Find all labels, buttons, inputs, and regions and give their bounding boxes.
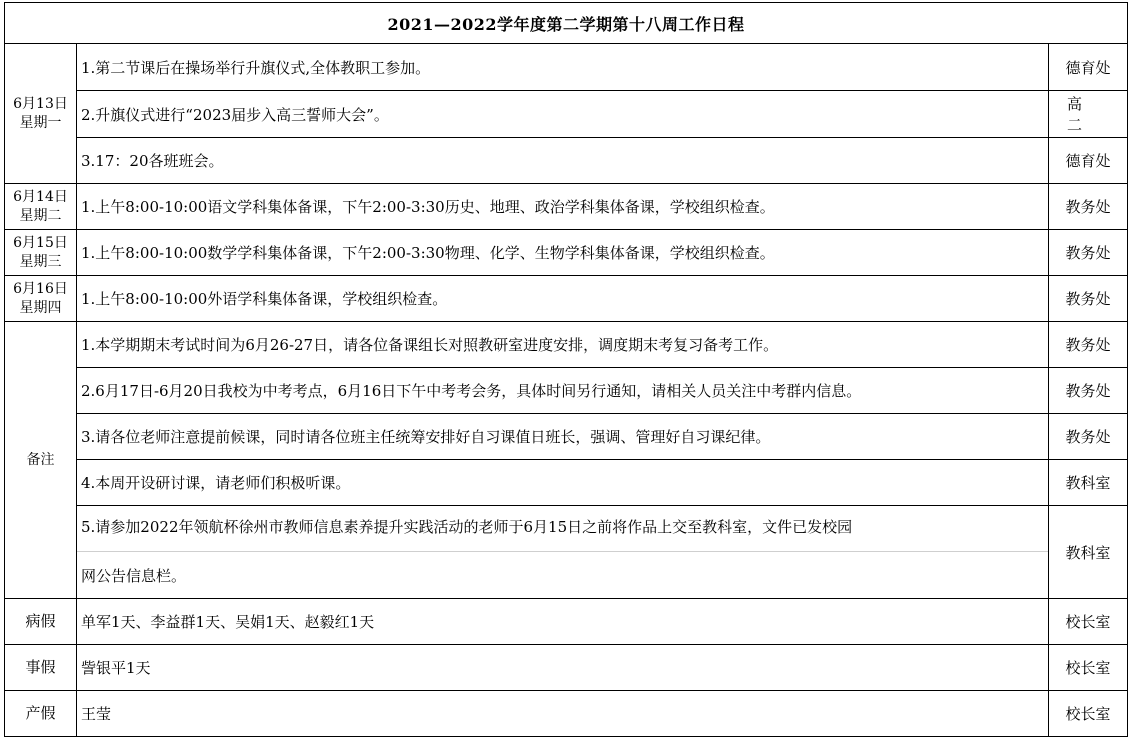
dept-cell: [1049, 599, 1128, 645]
day-cell-mon: [4, 44, 77, 184]
dept-cell: [1049, 506, 1128, 599]
leave-label-cell: [4, 645, 77, 691]
schedule-item: 1.第二节课后在操场举行升旗仪式,全体教职工参加。: [77, 44, 1049, 91]
day-weekday: 星期二: [19, 207, 62, 224]
dept-cell: [1049, 91, 1128, 138]
dept-cell: [1049, 44, 1128, 91]
leave-item: 单军1天、李益群1天、吴娟1天、赵毅红1天: [77, 599, 1049, 645]
note-item: 2.6月17日-6月20日我校为中考考点，6月16日下午中考考会务，具体时间另行通知，请相关人员关注中考群内信息。: [77, 368, 1049, 414]
leave-item: 王莹: [77, 691, 1049, 737]
note-item-multiline: [77, 506, 1049, 599]
dept-label: 教科室: [1065, 474, 1111, 492]
schedule-item: 1.上午8:00-10:00外语学科集体备课，学校组织检查。: [77, 276, 1049, 322]
dept-label: 教务处: [1065, 336, 1111, 354]
leave-label: 病假: [25, 612, 56, 630]
dept-label: 教务处: [1065, 290, 1111, 308]
day-weekday: 星期四: [19, 299, 62, 316]
day-date: 6月15日: [13, 234, 68, 251]
day-cell-thu: [4, 276, 77, 322]
notes-label-cell: [4, 322, 77, 599]
dept-label: 教务处: [1065, 428, 1111, 446]
schedule-item: 1.上午8:00-10:00数学学科集体备课，下午2:00-3:30物理、化学、生物学科集体备课，学校组织检查。: [77, 230, 1049, 276]
dept-cell: [1049, 414, 1128, 460]
dept-label: 教务处: [1065, 382, 1111, 400]
schedule-item: 1.上午8:00-10:00语文学科集体备课，下午2:00-3:30历史、地理、政治学科集体备课，学校组织检查。: [77, 184, 1049, 230]
dept-label: 教务处: [1065, 244, 1111, 262]
day-date: 6月13日: [13, 95, 68, 112]
note-item: 4.本周开设研讨课，请老师们积极听课。: [77, 460, 1049, 506]
dept-label: 校长室: [1065, 705, 1111, 723]
schedule-item: 2.升旗仪式进行“2023届步入高三誓师大会”。: [77, 91, 1049, 138]
dept-label: 校长室: [1065, 613, 1111, 631]
dept-cell: [1049, 276, 1128, 322]
dept-label: 教务处: [1065, 198, 1111, 216]
leave-item: 訾银平1天: [77, 645, 1049, 691]
dept-label: 校长室: [1065, 659, 1111, 677]
day-date: 6月16日: [13, 280, 68, 297]
inner-divider: [77, 551, 1048, 552]
notes-label: 备注: [26, 451, 55, 468]
dept-cell: [1049, 460, 1128, 506]
dept-cell: [1049, 138, 1128, 184]
dept-cell: [1049, 645, 1128, 691]
day-cell-tue: [4, 184, 77, 230]
dept-cell: [1049, 230, 1128, 276]
dept-label: 德育处: [1065, 58, 1111, 77]
note-item: 3.请各位老师注意提前候课，同时请各位班主任统筹安排好自习课值日班长，强调、管理好自习课纪律。: [77, 414, 1049, 460]
dept-label: 教科室: [1065, 543, 1111, 562]
leave-label-cell: [4, 691, 77, 737]
dept-cell: [1049, 691, 1128, 737]
leave-label-cell: [4, 599, 77, 645]
schedule-item: 3.17：20各班班会。: [77, 138, 1049, 184]
leave-label: 事假: [25, 658, 56, 676]
day-cell-wed: [4, 230, 77, 276]
dept-cell: [1049, 368, 1128, 414]
note-line: 5.请参加2022年领航杯徐州市教师信息素养提升实践活动的老师于6月15日之前将作品上交至教科室，文件已发校园: [81, 518, 853, 536]
dept-cell: [1049, 322, 1128, 368]
day-weekday: 星期三: [19, 253, 62, 270]
dept-label: 德育处: [1065, 152, 1111, 170]
dept-cell: [1049, 184, 1128, 230]
note-line: 网公告信息栏。: [81, 567, 187, 585]
schedule-title: 2021—2022学年度第二学期第十八周工作日程: [4, 2, 1128, 44]
day-weekday: 星期一: [19, 114, 62, 131]
note-item: 1.本学期期末考试时间为6月26-27日，请各位备课组长对照教研室进度安排，调度期末考复习备考工作。: [77, 322, 1049, 368]
dept-label: 高二: [1067, 95, 1101, 134]
day-date: 6月14日: [13, 188, 68, 205]
leave-label: 产假: [25, 704, 56, 722]
